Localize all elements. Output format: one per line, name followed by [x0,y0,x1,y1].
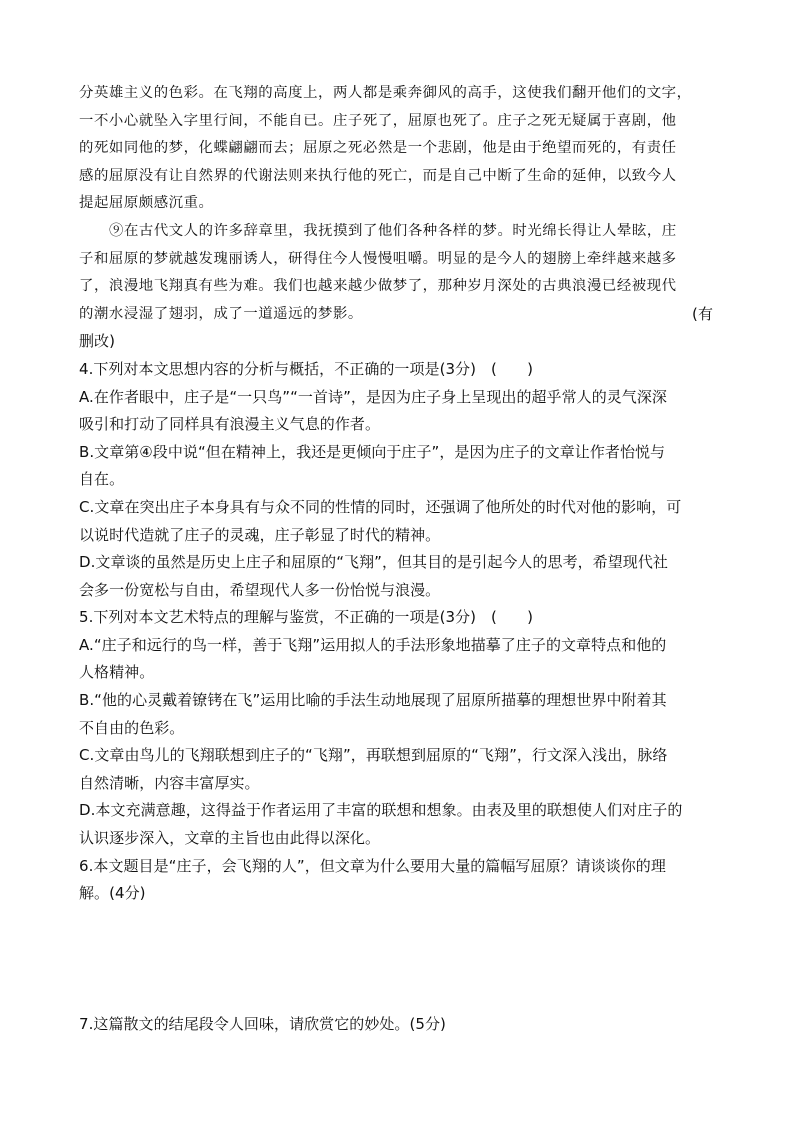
passage-line: 了，浪漫地飞翔真有些为难。我们也越来越少做梦了，那种岁月深处的古典浪漫已经被现代 [79,278,677,295]
document-body [79,80,721,1038]
passage-line: 一不小心就坠入字里行间，不能自已。庄子死了，屈原也死了。庄子之死无疑属于喜剧，他 [79,112,677,129]
question-6 [79,853,721,1011]
passage-line: 感的屈原没有让自然界的代谢法则来执行他的死亡，而是自己中断了生命的延伸，以致今人 [79,167,677,184]
question-7-stem: 7.这篇散文的结尾段令人回味，请欣赏它的妙处。(5分) [79,1014,446,1033]
answer-space [79,908,721,1011]
question-6-stem: 6.本文题目是“庄子，会飞翔的人”，但文章为什么要用大量的篇幅写屈原？请谈谈你的理 [79,856,666,875]
passage-line: 分英雄主义的色彩。在飞翔的高度上，两人都是乘奔御风的高手，这使我们翻开他们的文字， [79,85,692,101]
question-5-option-d-continued: 认识逐步深入，文章的主旨也由此得以深化。 [79,829,381,848]
question-5-option-c-continued: 自然清晰，内容丰富厚实。 [79,773,260,792]
question-4-option-c: C.文章在突出庄子本身具有与众不同的性情的同时，还强调了他所处的时代对他的影响，可 [79,497,682,516]
question-4-option-a: A.在作者眼中，庄子是“一只鸟”“一首诗”，是因为庄子身上呈现出的超乎常人的灵气深深 [79,387,667,406]
question-5-option-a: A.“庄子和远行的鸟一样，善于飞翔”运用拟人的手法形象地描摹了庄子的文章特点和他的 [79,635,667,654]
question-5 [79,604,721,852]
passage-line: 提起屈原颇感沉重。 [79,195,214,212]
question-4 [79,356,721,604]
question-6-stem-continued: 解。(4分) [79,884,146,903]
question-4-option-a-continued: 吸引和打动了同样具有浪漫主义气息的作者。 [79,415,381,434]
passage-line: 子和屈原的梦就越发瑰丽诱人，研得住今人慢慢咀嚼。明显的是今人的翅膀上牵绊越来越多 [79,250,677,267]
question-5-option-b-continued: 不自由的色彩。 [79,718,185,737]
passage-line: 的死如同他的梦，化蝶翩翩而去；屈原之死必然是一个悲剧，他是由于绝望而死的，有责任 [79,140,677,157]
passage [79,80,721,356]
question-5-option-c: C.文章由鸟儿的飞翔联想到庄子的“飞翔”，再联想到屈原的“飞翔”，行文深入浅出，脉络 [79,746,668,765]
question-4-option-d-continued: 会多一份宽松与自由，希望现代人多一份怡悦与浪漫。 [79,580,441,599]
question-5-stem: 5.下列对本文艺术特点的理解与鉴赏，不正确的一项是(3分) ( ) [79,608,533,627]
passage-line-text: 的潮水浸湿了翅羽，成了一道遥远的梦影。 [79,305,363,322]
passage-paragraph-9-start: ⑨在古代文人的许多辞章里，我抚摸到了他们各种各样的梦。时光绵长得让人晕眩，庄 [109,222,677,239]
question-4-option-c-continued: 以说时代造就了庄子的灵魂，庄子彰显了时代的精神。 [79,525,441,544]
question-7 [79,1011,721,1039]
passage-last-line [79,301,721,329]
question-4-option-b-continued: 自在。 [79,470,125,489]
question-4-option-b: B.文章第④段中说“但在精神上，我还是更倾向于庄子”，是因为庄子的文章让作者怡悦与 [79,442,666,461]
question-4-stem: 4.下列对本文思想内容的分析与概括，不正确的一项是(3分) ( ) [79,359,533,378]
source-note-start: (有 [692,304,713,323]
question-5-option-d: D.本文充满意趣，这得益于作者运用了丰富的联想和想象。由表及里的联想使人们对庄子的 [79,801,683,820]
question-5-option-a-continued: 人格精神。 [79,663,155,682]
question-4-option-d: D.文章谈的虽然是历史上庄子和屈原的“飞翔”，但其目的是引起今人的思考，希望现代社 [79,553,668,572]
question-5-option-b: B.“他的心灵戴着镣铐在飞”运用比喻的手法生动地展现了屈原所描摹的理想世界中附着其 [79,691,667,710]
source-note-end: 删改) [79,332,116,351]
